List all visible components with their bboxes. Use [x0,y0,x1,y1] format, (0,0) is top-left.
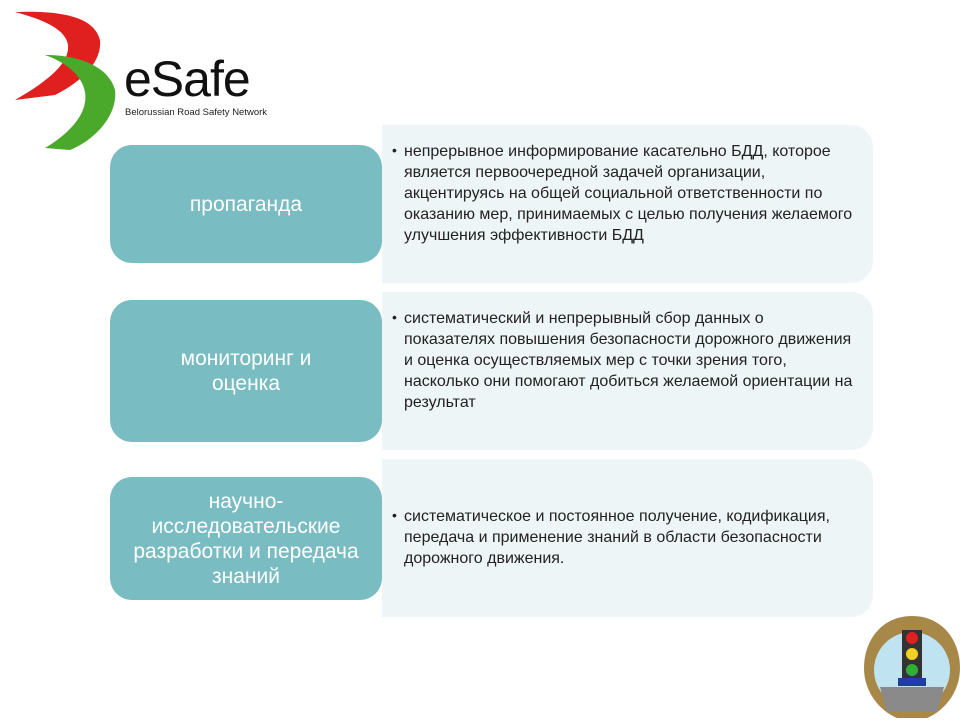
description-box-2 [382,292,873,450]
description-text: непрерывное информирование касательно БДД, которое является первоочередной задачей организации, акцентируясь на общей социальной ответственности по оказанию мер, принимаемых с целью получения желаемого улучшения эффективности БДД [404,143,853,244]
logo-brand: eSafe [124,51,250,107]
bullet: • [392,142,397,158]
logo-tagline: Belorussian Road Safety Network [125,107,268,118]
category-label: научно-исследовательские разработки и передача знаний [133,489,359,588]
description-box-1 [382,125,873,283]
bullet: • [392,507,397,523]
description-box-3 [382,459,873,617]
category-monitoring [110,300,382,442]
category-label: пропаганда [189,192,303,216]
bullet: • [392,309,397,325]
category-propaganda [110,145,382,263]
category-research [110,477,382,600]
category-label: мониторинг и оценка [180,347,312,395]
traffic-police-emblem [862,612,960,720]
description-text: систематический и непрерывный сбор данных о показателях повышения безопасности дорожного движения и оценка осуществляемых мер с точки зрения того, насколько они помогают добиться желаемой ориентации на результат [404,310,853,411]
description-text: систематическое и постоянное получение, кодификация, передача и применение знаний в области безопасности дорожного движения. [404,508,830,567]
